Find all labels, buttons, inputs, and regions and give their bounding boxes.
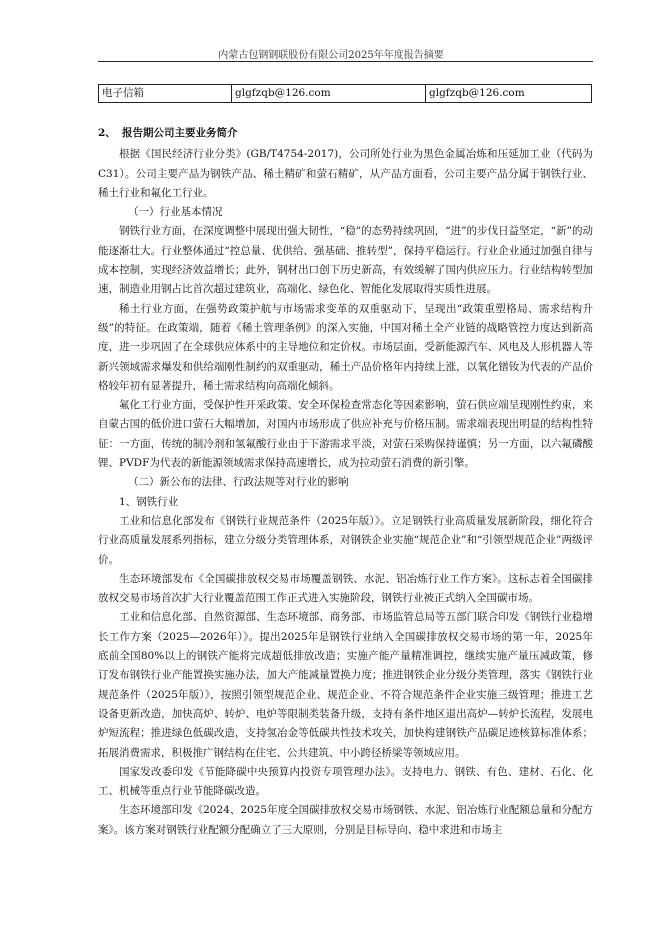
paragraph-mee-carbon-market: 生态环境部发布《全国碳排放权交易市场覆盖钢铁、水泥、铝冶炼行业工作方案》。这标志着全国碳排放权交易市场首次扩大行业覆盖范围工作正式进入实施阶段，钢铁行业被正式纳入全国碳市场。 (98, 572, 593, 605)
paragraph-miit: 工业和信息化部发布《钢铁行业规范条件（2025年版）》。立足钢铁行业高质量发展新阶段，细化符合行业高质量发展系列指标，建立分级分类管理体系，对钢铁企业实施“规范企业”和“引领型规范企业”两级评价。 (98, 514, 593, 566)
paragraph-five-departments: 工业和信息化部、自然资源部、生态环境部、商务部、市场监管总局等五部门联合印发《钢铁行业稳增长工作方案（2025—2026年）》。提出2025年是钢铁行业纳入全国碳排放权交易市场的第一年，2025年底前全国80%以上的钢铁产能将完成超低排放改造；实施产能产量精准调控，继续实施产量压减政策，修订发布钢铁行业产能置换实施办法，加大产能减量置换力度；推进钢铁企业分级分类管理，落实《钢铁行业规范条件（2025年版）》，按照引领型规范企业、规范企业、不符合规范条件企业实施三级管理；推进工艺设备更新改造，加快高炉、转炉、电炉等限制类装备升级，支持有条件地区退出高炉—转炉长流程，发展电炉短流程；推进绿色低碳改造，支持氢冶金等低碳共性技术攻关，加快构建钢铁产品碳足迹核算标准体系；拓展消费需求，积极推广钢结构在住宅、公共建筑、中小跨径桥梁等领域应用。 (98, 611, 593, 759)
paragraph-intro: 根据《国民经济行业分类》(GB/T4754-2017)，公司所处行业为黑色金属冶炼和压延加工业（代码为C31）。公司主要产品为钢铁产品、稀土精矿和萤石精矿，从产品方面看，公司主要产品分属于钢铁行业、稀土行业和氟化工行业。 (98, 148, 593, 199)
paragraph-mee-allocation: 生态环境部印发《2024、2025年度全国碳排放权交易市场钢铁、水泥、铝冶炼行业配额总量和分配方案》。该方案对钢铁行业配额分配确立了三大原则，分别是目标导向、稳中求进和市场主 (98, 804, 593, 836)
subsection-title-regulations: （二）新公布的法律、行政法规等对行业的影响 (128, 476, 349, 489)
section-title: 报告期公司主要业务简介 (122, 127, 238, 139)
email-value-cell-1: glgfzqb@126.com (232, 85, 426, 103)
contact-table (98, 84, 592, 103)
main-content (98, 124, 593, 840)
section-heading (98, 124, 593, 143)
subsection-title-industry: （一）行业基本情况 (128, 206, 223, 219)
item-title-steel: 1、钢铁行业 (119, 495, 179, 508)
email-label-cell: 电子信箱 (99, 85, 232, 103)
paragraph-ndrc: 国家发改委印发《节能降碳中央预算内投资专项管理办法》。支持电力、钢铁、有色、建材、石化、化工、机械等重点行业节能降碳改造。 (98, 765, 593, 798)
paragraph-fluorite: 氟化工行业方面，受保护性开采政策、安全环保检查常态化等因素影响，萤石供应端呈现刚性约束，来自蒙古国的低价进口萤石大幅增加，对国内市场形成了供应补充与价格压制。需求端表现出明显的结构性特征：一方面，传统的制冷剂和氢氟酸行业由于下游需求平淡，对萤石采购保持谨慎；另一方面，以六氟磷酸锂、PVDF为代表的新能源领域需求保持高速增长，成为拉动萤石消费的新引擎。 (98, 399, 593, 470)
table-row (99, 85, 592, 103)
paragraph-rare-earth: 稀土行业方面，在强势政策护航与市场需求变革的双重驱动下，呈现出“政策重塑格局、需求结构升级”的特征。在政策端，随着《稀土管理条例》的深入实施，中国对稀土全产业链的战略管控力度达到新高度，进一步巩固了在全球供应体系中的主导地位和定价权。市场层面，受新能源汽车、风电及人形机器人等新兴领域需求爆发和供给端刚性制约的双重驱动，稀土产品价格年内持续上涨，以氧化镨钕为代表的产品价格较年初有显著提升，稀土需求结构向高端化倾斜。 (98, 302, 593, 392)
paragraph-steel: 钢铁行业方面，在深度调整中展现出强大韧性，“稳”的态势持续巩固，“进”的步伐日益坚定，“新”的动能逐渐壮大。行业整体通过“控总量、优供给、强基础、推转型”，保持平稳运行。行业企业通过加强自律与成本控制，实现经济效益增长；此外，钢材出口创下历史新高，有效缓解了国内供应压力。行业结构转型加速，制造业用钢占比首次超过建筑业，高端化、绿色化、智能化发展取得实质性进展。 (98, 225, 593, 296)
header-divider (98, 61, 593, 62)
email-value-cell-2: glgfzqb@126.com (426, 85, 592, 103)
section-number: 2、 (98, 127, 116, 139)
report-header-title: 内蒙古包钢钢联股份有限公司2025年年度报告摘要 (218, 50, 444, 61)
